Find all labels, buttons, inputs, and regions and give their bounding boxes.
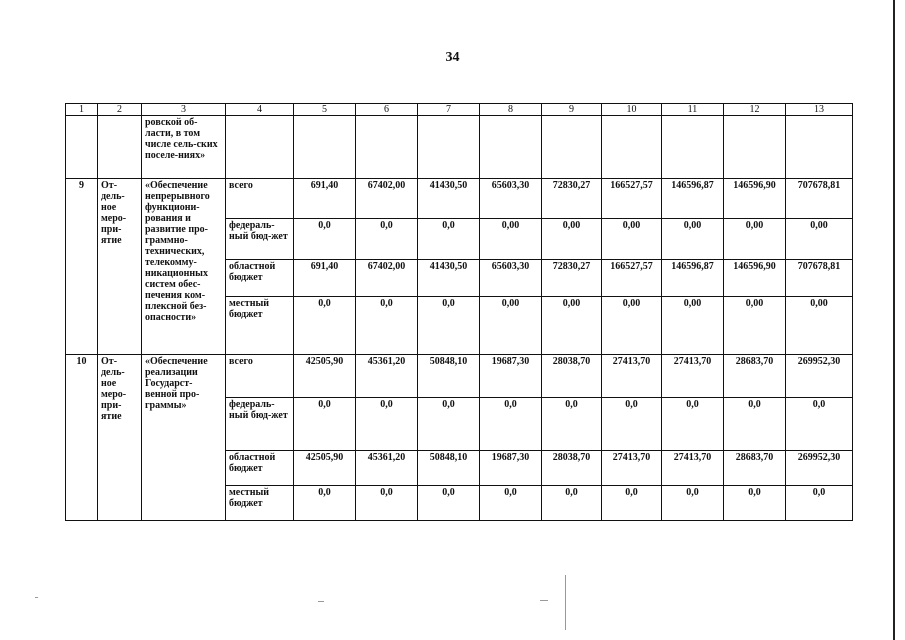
- amount-cell: 27413,70: [602, 355, 662, 398]
- amount-cell: 27413,70: [662, 355, 724, 398]
- column-number: 4: [226, 104, 294, 116]
- event-name: «Обеспечение непрерывного функциони-рования и развитие про-граммно-технических, телекомму-никационных систем обес-печения ком-плексной без-опасности»: [142, 179, 226, 355]
- column-number: 6: [356, 104, 418, 116]
- amount-cell: 269952,30: [786, 451, 853, 486]
- amount-cell: 28038,70: [542, 451, 602, 486]
- amount-cell: 0,00: [786, 297, 853, 355]
- amount-cell: 19687,30: [480, 451, 542, 486]
- amount-cell: 0,00: [542, 219, 602, 260]
- amount-cell: 0,00: [602, 297, 662, 355]
- amount-cell: 65603,30: [480, 179, 542, 219]
- amount-cell: 0,00: [724, 219, 786, 260]
- funding-source: федераль-ный бюд-жет: [226, 398, 294, 451]
- amount-cell: 707678,81: [786, 179, 853, 219]
- column-number: 9: [542, 104, 602, 116]
- amount-cell: 0,0: [356, 219, 418, 260]
- amount-cell: 41430,50: [418, 179, 480, 219]
- amount-cell: 72830,27: [542, 179, 602, 219]
- amount-cell: 146596,90: [724, 179, 786, 219]
- amount-cell: 27413,70: [602, 451, 662, 486]
- amount-cell: 0,0: [418, 297, 480, 355]
- amount-cell: 50848,10: [418, 355, 480, 398]
- column-number: 12: [724, 104, 786, 116]
- funding-source: местный бюджет: [226, 297, 294, 355]
- amount-cell: 691,40: [294, 260, 356, 297]
- amount-cell: 0,0: [294, 219, 356, 260]
- amount-cell: 146596,87: [662, 179, 724, 219]
- amount-cell: 146596,87: [662, 260, 724, 297]
- amount-cell: 0,00: [786, 219, 853, 260]
- funding-source: федераль-ный бюд-жет: [226, 219, 294, 260]
- amount-cell: 72830,27: [542, 260, 602, 297]
- amount-cell: 0,0: [294, 486, 356, 521]
- amount-cell: 0,0: [724, 486, 786, 521]
- amount-cell: 0,0: [602, 486, 662, 521]
- amount-cell: 0,0: [602, 398, 662, 451]
- column-number-row: [66, 104, 853, 116]
- column-number: 10: [602, 104, 662, 116]
- event-name: «Обеспечение реализации Государст-венной про-граммы»: [142, 355, 226, 521]
- amount-cell: 0,0: [294, 297, 356, 355]
- amount-cell: 67402,00: [356, 260, 418, 297]
- amount-cell: 45361,20: [356, 451, 418, 486]
- row-number: 10: [66, 355, 98, 521]
- amount-cell: 0,00: [602, 219, 662, 260]
- amount-cell: 0,0: [418, 486, 480, 521]
- amount-cell: 0,00: [480, 219, 542, 260]
- amount-cell: 0,0: [542, 398, 602, 451]
- amount-cell: 0,00: [662, 219, 724, 260]
- column-number: 5: [294, 104, 356, 116]
- funding-source: областной бюджет: [226, 451, 294, 486]
- column-number: 7: [418, 104, 480, 116]
- scan-mark: [565, 575, 566, 630]
- amount-cell: 0,0: [480, 486, 542, 521]
- amount-cell: 0,0: [356, 297, 418, 355]
- amount-cell: 50848,10: [418, 451, 480, 486]
- scan-mark: [35, 597, 38, 598]
- amount-cell: 0,00: [662, 297, 724, 355]
- amount-cell: 0,0: [662, 398, 724, 451]
- scan-edge-line: [893, 0, 895, 640]
- column-number: 11: [662, 104, 724, 116]
- scan-mark: [540, 600, 548, 601]
- event-name-continued: ровской об-ласти, в том числе сель-ских поселе-ниях»: [142, 116, 226, 179]
- amount-cell: 28683,70: [724, 451, 786, 486]
- amount-cell: 28683,70: [724, 355, 786, 398]
- funding-source: местный бюджет: [226, 486, 294, 521]
- amount-cell: 41430,50: [418, 260, 480, 297]
- amount-cell: 166527,57: [602, 179, 662, 219]
- amount-cell: 42505,90: [294, 355, 356, 398]
- amount-cell: 146596,90: [724, 260, 786, 297]
- amount-cell: 0,00: [724, 297, 786, 355]
- table-row: [66, 355, 853, 398]
- amount-cell: 0,0: [480, 398, 542, 451]
- funding-source: всего: [226, 355, 294, 398]
- continuation-row: [66, 116, 853, 179]
- amount-cell: 0,0: [294, 398, 356, 451]
- amount-cell: 42505,90: [294, 451, 356, 486]
- amount-cell: 707678,81: [786, 260, 853, 297]
- amount-cell: 67402,00: [356, 179, 418, 219]
- table-row: [66, 179, 853, 219]
- amount-cell: 28038,70: [542, 355, 602, 398]
- page-number: 34: [445, 50, 460, 65]
- amount-cell: 269952,30: [786, 355, 853, 398]
- amount-cell: 691,40: [294, 179, 356, 219]
- funding-source: всего: [226, 179, 294, 219]
- amount-cell: 0,0: [786, 486, 853, 521]
- amount-cell: 19687,30: [480, 355, 542, 398]
- budget-table: [65, 103, 853, 521]
- amount-cell: 166527,57: [602, 260, 662, 297]
- column-number: 8: [480, 104, 542, 116]
- amount-cell: 0,0: [542, 486, 602, 521]
- amount-cell: 45361,20: [356, 355, 418, 398]
- amount-cell: 0,0: [356, 398, 418, 451]
- amount-cell: 27413,70: [662, 451, 724, 486]
- amount-cell: 0,0: [418, 398, 480, 451]
- amount-cell: 65603,30: [480, 260, 542, 297]
- amount-cell: 0,00: [480, 297, 542, 355]
- event-type: От-дель-ное меро-при-ятие: [98, 179, 142, 355]
- funding-source: областной бюджет: [226, 260, 294, 297]
- amount-cell: 0,0: [356, 486, 418, 521]
- event-type: От-дель-ное меро-при-ятие: [98, 355, 142, 521]
- amount-cell: 0,0: [724, 398, 786, 451]
- amount-cell: 0,0: [418, 219, 480, 260]
- amount-cell: 0,0: [662, 486, 724, 521]
- column-number: 13: [786, 104, 853, 116]
- amount-cell: 0,00: [542, 297, 602, 355]
- scan-mark: [318, 601, 324, 602]
- column-number: 1: [66, 104, 98, 116]
- column-number: 2: [98, 104, 142, 116]
- amount-cell: 0,0: [786, 398, 853, 451]
- column-number: 3: [142, 104, 226, 116]
- row-number: 9: [66, 179, 98, 355]
